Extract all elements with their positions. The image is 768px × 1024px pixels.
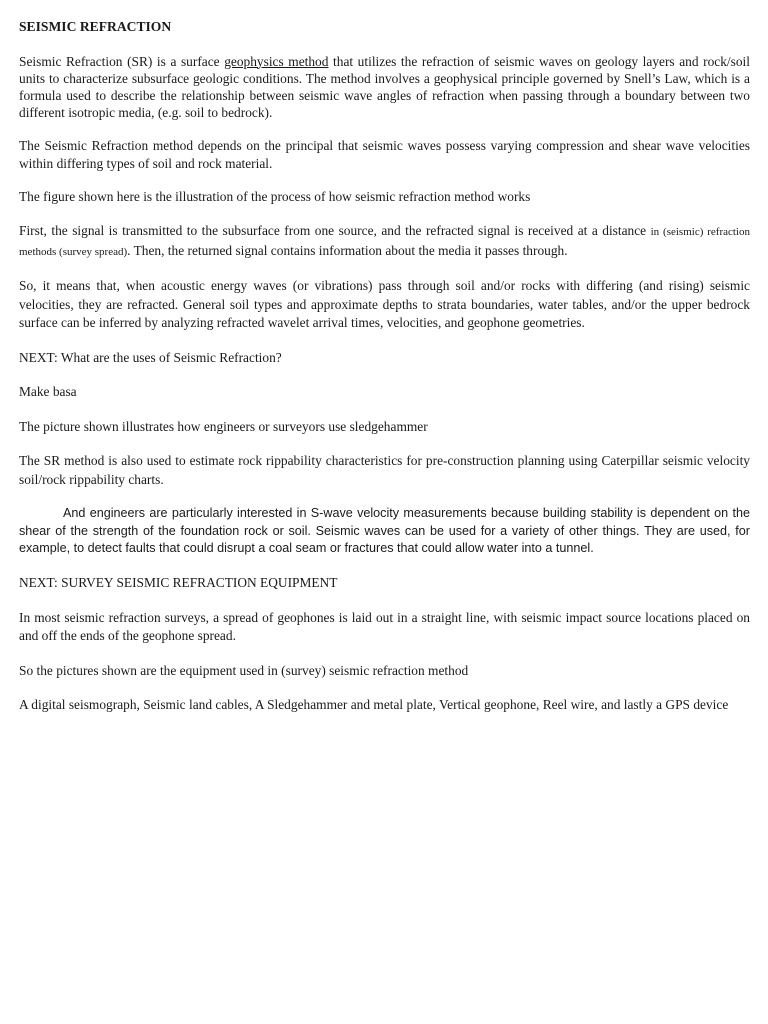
heading-uses: NEXT: What are the uses of Seismic Refraction? xyxy=(19,349,282,365)
signal-text-end: . Then, the returned signal contains information about the media it passes through. xyxy=(127,242,568,258)
paragraph-figure-note: The figure shown here is the illustration of the process of how seismic refraction method works xyxy=(19,188,531,204)
signal-text-start: First, the signal is transmitted to the subsurface from one source, and the refracted signal is received at a distance xyxy=(19,223,651,239)
paragraph-equipment-list: A digital seismograph, Seismic land cables, A Sledgehammer and metal plate, Vertical geophone, Reel wire, and lastly a GPS device xyxy=(19,697,729,712)
paragraph-intro xyxy=(19,53,750,122)
paragraph-geophone-spread: In most seismic refraction surveys, a spread of geophones is laid out in a straight line, with seismic impact source locations placed on and off the ends of the geophone spread. xyxy=(19,609,750,643)
paragraph-make-basa: Make basa xyxy=(19,384,77,400)
paragraph-principle: The Seismic Refraction method depends on the principal that seismic waves possess varying compression and shear wave velocities within differing types of soil and rock material. xyxy=(19,138,750,171)
paragraph-refraction: So, it means that, when acoustic energy waves (or vibrations) pass through soil and/or rocks with differing (and rising) seismic velocities, they are refracted. General soil types and approximate depths to strata boundaries, water tables, and/or the upper bedrock surface can be inferred by analyzing refracted wavelet arrival times, velocities, and geophone geometries. xyxy=(19,278,750,331)
signal-small-text: in (seismic) refraction methods (survey spread) xyxy=(19,226,750,258)
paragraph-equipment-pictures: So the pictures shown are the equipment used in (survey) seismic refraction method xyxy=(19,662,469,678)
paragraph-sledgehammer: The picture shown illustrates how engineers or surveyors use sledgehammer xyxy=(19,418,428,434)
geophysics-method-link[interactable]: geophysics method xyxy=(224,53,329,69)
paragraph-s-wave: And engineers are particularly interested in S-wave velocity measurements because building stability is dependent on the shear of the strength of the foundation rock or soil. Seismic waves can be used for a variety of other things. They are used, for example, to detect faults that could disrupt a coal seam or fractures that could allow water into a tunnel. xyxy=(19,506,750,556)
document-title: SEISMIC REFRACTION xyxy=(19,19,172,34)
heading-equipment: NEXT: SURVEY SEISMIC REFRACTION EQUIPMENT xyxy=(19,575,338,590)
paragraph-rippability: The SR method is also used to estimate rock rippability characteristics for pre-construction planning using Caterpillar seismic velocity soil/rock rippability charts. xyxy=(19,453,750,487)
intro-text-start: Seismic Refraction (SR) is a surface xyxy=(19,53,225,69)
intro-text-end: that utilizes the refraction of seismic waves on geology layers and rock/soil units to characterize subsurface geologic conditions. The method involves a geophysical principle governed by Snell’s Law, which is a formula used to describe the relationship between seismic wave angles of refraction when passing through a boundary between two different isotropic media, (e.g. soil to bedrock). xyxy=(19,53,750,121)
document-page xyxy=(19,18,750,731)
paragraph-signal xyxy=(19,222,750,261)
